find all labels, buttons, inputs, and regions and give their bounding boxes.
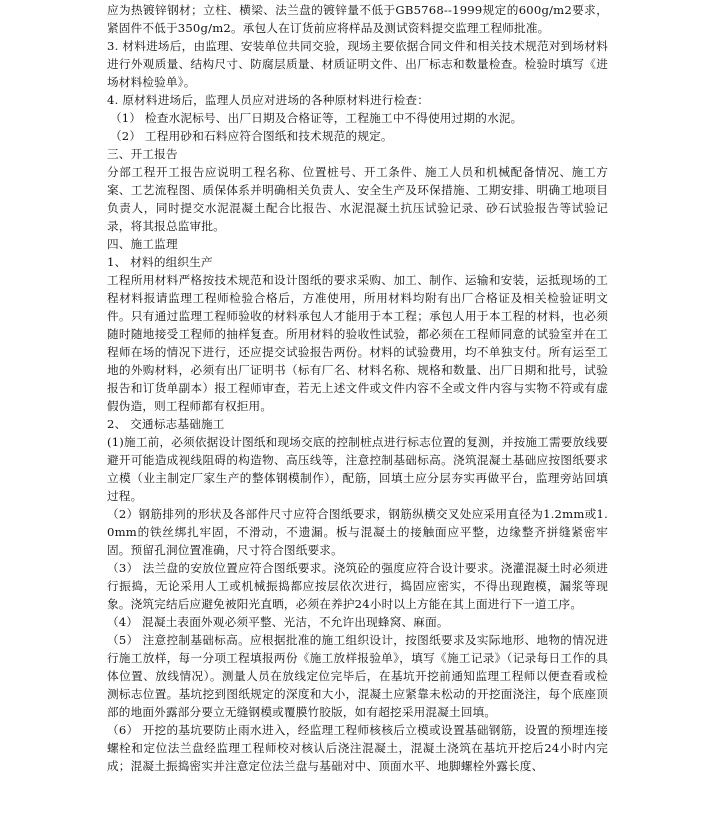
para-item-4-1: （1） 检查水泥标号、出厂日期及合格证等，工程施工中不得使用过期的水泥。 [110, 111, 523, 125]
para-item-4: 4. 原材料进场后，监理人员应对进场的各种原材料进行检查： [107, 93, 429, 107]
para-materials: 工程所用材料严格按技术规范和设计图纸的要求采购、加工、制作、运输和安装，运抵现场的工程材料报请监理工程师检验合格后，方准使用，所用材料均附有出厂合格证及相关检验证明文件。只有通过监理工程师验收的材料承包人才能用于本工程；承包人用于本工程的材料，也必须随时随地接受工程师的抽样复查。所用材料的验收性试验，都必须在工程师同意的试验室并在工程师在场的情况下进行，还应提交试验报告两份。材料的试验费用，均不单独支付。所有运至工地的外购材料，必须有出厂证明书（标有厂名、材料名称、规格和数量、出厂日期和批号，试验报告和订货单副本）报工程师审查，若无上述文件或文件内容不全或文件内容与实物不符或有虚假伪造，则工程师都有权拒用。 [107, 273, 608, 413]
para-start-report: 分部工程开工报告应说明工程名称、位置桩号、开工条件、施工人员和机械配备情况、施工方案、工艺流程图、质保体系并明确相关负责人、安全生产及环保措施、工期安排、明确工地项目负责人，同时提交水泥混凝土配合比报告、水泥混凝土抗压试验记录、砂石试验报告等试验记录，将其报总监审批。 [107, 165, 608, 233]
para-item-3: 3. 材料进场后，由监理、安装单位共同交验，现场主要依据合同文件和相关技术规范对到场材料进行外观质量、结构尺寸、防腐层质量、材质证明文件、出厂标志和数量检查。检验时填写《进场材料检验单》。 [107, 39, 608, 89]
heading-section-3: 三、开工报告 [107, 147, 178, 161]
para-found-2: （2）钢筋排列的形状及各部件尺寸应符合图纸要求，钢筋纵横交叉处应采用直径为1.2mm或1.0mm的铁丝绑扎牢固，不滑动，不遗漏。板与混凝土的接触面应平整，边缘整齐拼缝紧密牢固。预留孔洞位置准确，尺寸符合图纸要求。 [107, 507, 608, 557]
para-item-4-2: （2） 工程用砂和石料应符合图纸和技术规范的规定。 [110, 129, 393, 143]
para-found-3: （3） 法兰盘的安放位置应符合图纸要求。浇筑砼的强度应符合设计要求。浇灌混凝土时必须进行振捣，无论采用人工或机械振捣都应按层依次进行，捣固应密实，不得出现跑模，漏浆等现象。浇筑完结后应避免被阳光直晒，必须在养护24小时以上方能在其上面进行下一道工序。 [107, 561, 608, 611]
para-galvanize: 应为热镀锌钢材；立柱、横梁、法兰盘的镀锌量不低于GB5768--1999规定的600g/m2要求，紧固件不低于350g/m2。承包人在订货前应将样品及测试资料提交监理工程师批准。 [107, 3, 608, 35]
heading-sub-2: 2、 交通标志基础施工 [107, 417, 225, 431]
para-found-1: (1)施工前，必须依据设计图纸和现场交底的控制桩点进行标志位置的复测，并按施工需要放线要避开可能造成视线阻碍的构造物、高压线等，注意控制基础标高。浇筑混凝土基础应按图纸要求立模（业主制定厂家生产的整体钢模制作），配筋，回填土应分层夯实再做平台，监理旁站回填过程。 [107, 435, 608, 503]
para-found-4: （4） 混凝土表面外观必须平整、光洁，不允许出现蜂窝、麻面。 [107, 615, 449, 629]
para-found-5: （5） 注意控制基础标高。应根据批准的施工组织设计，按图纸要求及实际地形、地物的情况进行施工放样，每一分项工程填报两份《施工放样报验单》，填写《施工记录》（记录每日工作的具体位置、放线情况）。测量人员在放线定位完毕后，在基坑开挖前通知监理工程师以便查看或检测标志位置。基坑挖到图纸规定的深度和大小，混凝土应紧靠未松动的开挖面浇注，每个底座顶部的地面外露部分要立无缝钢模或覆膜竹胶版，如有超挖采用混凝土回填。 [107, 633, 608, 719]
heading-sub-1: 1、 材料的组织生产 [107, 255, 213, 269]
para-found-6: （6） 开挖的基坑要防止雨水进入，经监理工程师核核后立模或设置基础钢筋，设置的预埋连接螺栓和定位法兰盘经监理工程师校对核认后浇注混凝土，混凝土浇筑在基坑开挖后24小时内完成；混凝土振捣密实并注意定位法兰盘与基础对中、顶面水平、地脚螺栓外露长度、 [107, 723, 608, 773]
document-body [107, 1, 608, 775]
heading-section-4: 四、施工监理 [107, 237, 178, 251]
